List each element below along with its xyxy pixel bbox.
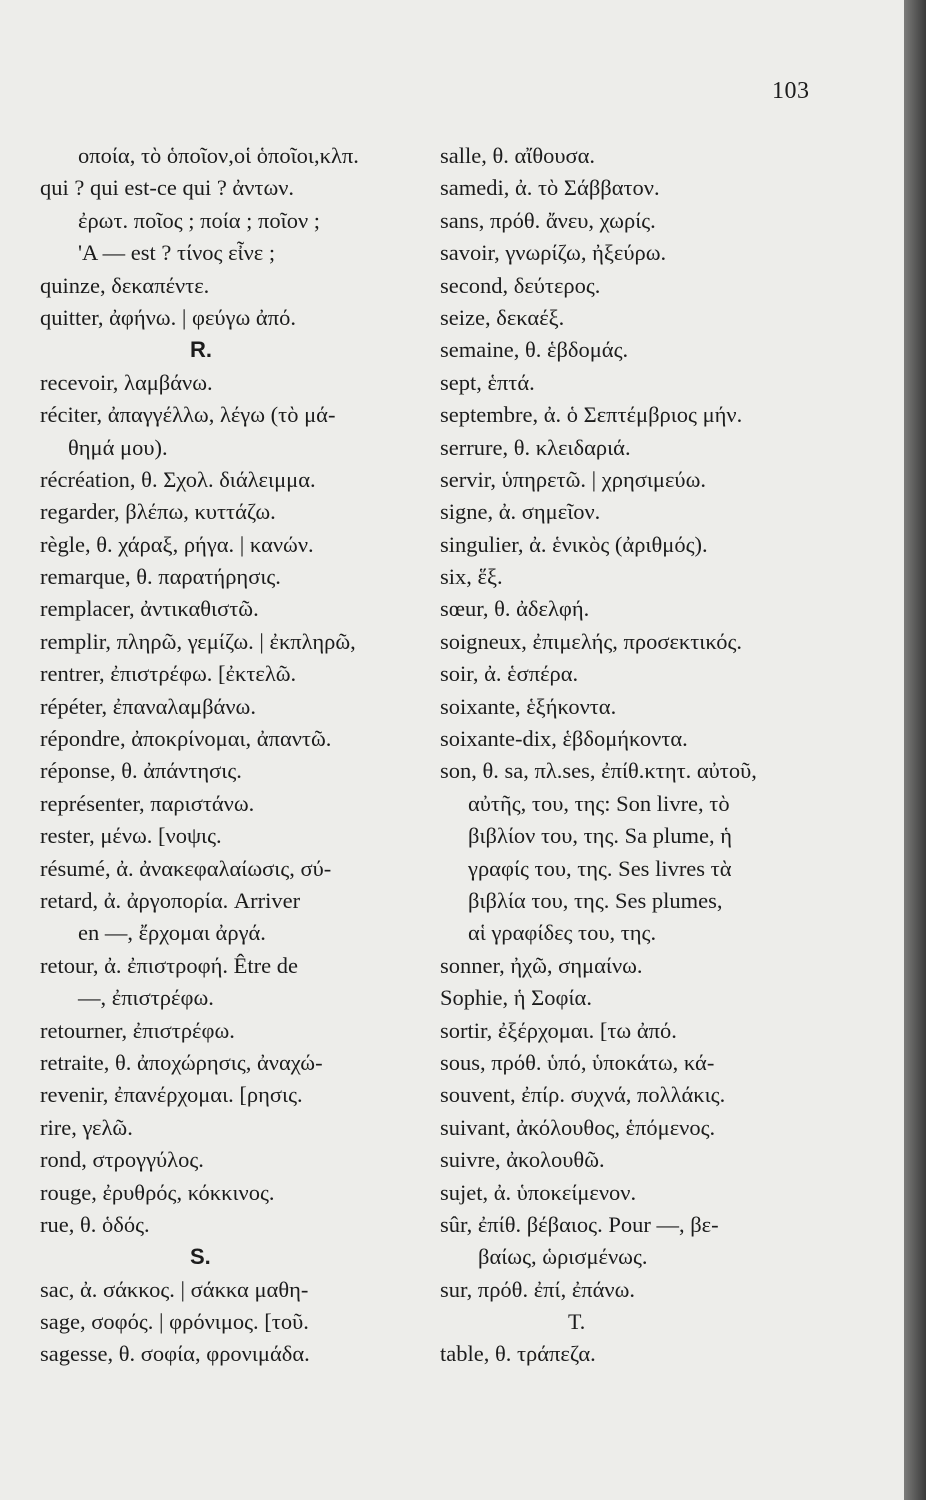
dictionary-entry-line: répéter, ἐπαναλαμβάνω.	[40, 693, 256, 719]
dictionary-entry-line: retourner, ἐπιστρέφω.	[40, 1017, 235, 1043]
dictionary-entry-line: récréation, θ. Σχολ. διάλειμμα.	[40, 466, 316, 492]
dictionary-entry-line: suivant, ἀκόλουθος, ἑπόμενος.	[440, 1114, 716, 1140]
dictionary-entry-line: soigneux, ἐπιμελής, προσεκτικός.	[440, 628, 742, 654]
right-column	[440, 140, 840, 1371]
dictionary-entry-line: revenir, ἐπανέρχομαι. [ρησις.	[40, 1082, 303, 1108]
dictionary-entry-line: 'A — est ? τίνος εἶνε ;	[78, 240, 276, 266]
dictionary-entry-line: septembre, ἀ. ὁ Σεπτέμβριος μήν.	[440, 402, 743, 428]
dictionary-entry-line: βιβλία του, της. Ses plumes,	[468, 887, 723, 913]
dictionary-entry-line: salle, θ. αἴθουσα.	[440, 143, 596, 168]
dictionary-entry-line: représenter, παριστάνω.	[40, 790, 255, 816]
dictionary-entry-line: rond, στρογγύλος.	[40, 1147, 204, 1173]
dictionary-entry-line: sept, ἑπτά.	[440, 369, 535, 395]
dictionary-entry-line: second, δεύτερος.	[440, 272, 601, 298]
dictionary-entry-line: rouge, ἐρυθρός, κόκκινος.	[40, 1179, 275, 1205]
dictionary-entry-line: —, ἐπιστρέφω.	[78, 985, 214, 1011]
dictionary-entry-line: réciter, ἀπαγγέλλω, λέγω (τὸ μά-	[40, 402, 336, 428]
dictionary-entry-line: signe, ἀ. σημεῖον.	[440, 499, 601, 525]
dictionary-entry-line: sous, πρόθ. ὑπό, ὑποκάτω, κά-	[440, 1049, 715, 1075]
dictionary-entry-line: sûr, ἐπίθ. βέβαιος. Pour —, βε-	[440, 1211, 719, 1237]
dictionary-entry-line: rue, θ. ὁδός.	[40, 1211, 150, 1237]
dictionary-entry-line: réponse, θ. ἀπάντησις.	[40, 758, 242, 784]
dictionary-entry-line: seize, δεκαέξ.	[440, 304, 565, 330]
dictionary-entry-line: remarque, θ. παρατήρησις.	[40, 564, 281, 590]
dictionary-entry-line: répondre, ἀποκρίνομαι, ἀπαντῶ.	[40, 726, 332, 752]
dictionary-entry-line: souvent, ἐπίρ. συχνά, πολλάκις.	[440, 1082, 726, 1108]
page-number: 103	[772, 78, 810, 104]
dictionary-entry-line: retour, ἀ. ἐπιστροφή. Être de	[40, 952, 298, 978]
left-column	[40, 140, 420, 1371]
dictionary-entry-line: sujet, ἀ. ὑποκείμενον.	[440, 1179, 637, 1205]
dictionary-entry-line: semaine, θ. ἑβδομάς.	[440, 337, 629, 363]
dictionary-entry-line: remplir, πληρῶ, γεμίζω. | ἐκπληρῶ,	[40, 628, 356, 654]
dictionary-entry-line: quinze, δεκαπέντε.	[40, 272, 210, 298]
dictionary-entry-line: ἐρωτ. ποῖος ; ποία ; ποῖον ;	[78, 207, 321, 233]
section-letter: T.	[568, 1309, 586, 1335]
dictionary-entry-line: αὐτῆς, του, της: Son livre, τὸ	[468, 790, 730, 816]
dictionary-entry-line: sans, πρόθ. ἄνευ, χωρίς.	[440, 207, 656, 233]
dictionary-entry-line: en —, ἔρχομαι ἀργά.	[78, 920, 266, 946]
dictionary-entry-line: βιβλίον του, της. Sa plume, ἡ	[468, 823, 732, 849]
dictionary-entry-line: serrure, θ. κλειδαριά.	[440, 434, 631, 460]
dictionary-entry-line: sage, σοφός. | φρόνιμος. [τοῦ.	[40, 1309, 309, 1335]
page-edge-shadow	[904, 0, 926, 1500]
dictionary-entry-line: οποία, τὸ ὁποῖον,οἱ ὁποῖοι,κλπ.	[78, 143, 359, 168]
dictionary-entry-line: quitter, ἀφήνω. | φεύγω ἀπό.	[40, 304, 296, 330]
dictionary-entry-line: soir, ἀ. ἑσπέρα.	[440, 661, 579, 687]
dictionary-entry-line: αἱ γραφίδες του, της.	[468, 920, 657, 946]
section-letter: R.	[190, 337, 212, 363]
dictionary-entry-line: sac, ἀ. σάκκος. | σάκκα μαθη-	[40, 1276, 309, 1302]
dictionary-entry-line: six, ἕξ.	[440, 564, 503, 590]
dictionary-entry-line: βαίως, ὡρισμένως.	[478, 1244, 648, 1270]
dictionary-entry-line: retard, ἀ. ἀργοπορία. Arriver	[40, 887, 301, 913]
dictionary-entry-line: Sophie, ἡ Σοφία.	[440, 985, 592, 1011]
dictionary-entry-line: sur, πρόθ. ἐπί, ἐπάνω.	[440, 1276, 636, 1302]
dictionary-entry-line: résumé, ἀ. ἀνακεφαλαίωσις, σύ-	[40, 855, 332, 881]
dictionary-entry-line: sagesse, θ. σοφία, φρονιμάδα.	[40, 1341, 310, 1367]
dictionary-entry-line: savoir, γνωρίζω, ἠξεύρω.	[440, 240, 667, 266]
dictionary-entry-line: θημά μου).	[68, 434, 168, 460]
dictionary-entry-line: suivre, ἀκολουθῶ.	[440, 1147, 605, 1173]
dictionary-entry-line: qui ? qui est-ce qui ? ἀντων.	[40, 175, 295, 201]
dictionary-entry-line: sœur, θ. ἀδελφή.	[440, 596, 590, 622]
dictionary-entry-line: regarder, βλέπω, κυττάζω.	[40, 499, 276, 525]
dictionary-entry-line: rire, γελῶ.	[40, 1114, 133, 1140]
dictionary-entry-line: soixante, ἑξήκοντα.	[440, 693, 617, 719]
dictionary-entry-line: samedi, ἀ. τὸ Σάββατον.	[440, 175, 660, 201]
dictionary-entry-line: soixante-dix, ἑβδομήκοντα.	[440, 726, 688, 752]
dictionary-entry-line: règle, θ. χάραξ, ρήγα. | κανών.	[40, 531, 314, 557]
dictionary-entry-line: γραφίς του, της. Ses livres τὰ	[468, 855, 732, 881]
dictionary-entry-line: son, θ. sa, πλ.ses, ἐπίθ.κτητ. αὐτοῦ,	[440, 758, 757, 784]
dictionary-entry-line: sonner, ἠχῶ, σημαίνω.	[440, 952, 643, 978]
section-letter: S.	[190, 1244, 211, 1270]
dictionary-entry-line: servir, ὑπηρετῶ. | χρησιμεύω.	[440, 466, 707, 492]
dictionary-entry-line: rester, μένω. [νοψις.	[40, 823, 222, 849]
dictionary-entry-line: rentrer, ἐπιστρέφω. [ἐκτελῶ.	[40, 661, 297, 687]
dictionary-entry-line: retraite, θ. ἀποχώρησις, ἀναχώ-	[40, 1049, 323, 1075]
dictionary-entry-line: table, θ. τράπεζα.	[440, 1341, 596, 1367]
dictionary-entry-line: recevoir, λαμβάνω.	[40, 369, 213, 395]
dictionary-entry-line: remplacer, ἀντικαθιστῶ.	[40, 596, 259, 622]
dictionary-entry-line: sortir, ἐξέρχομαι. [τω ἀπό.	[440, 1017, 677, 1043]
dictionary-entry-line: singulier, ἀ. ἑνικὸς (ἀριθμός).	[440, 531, 708, 557]
